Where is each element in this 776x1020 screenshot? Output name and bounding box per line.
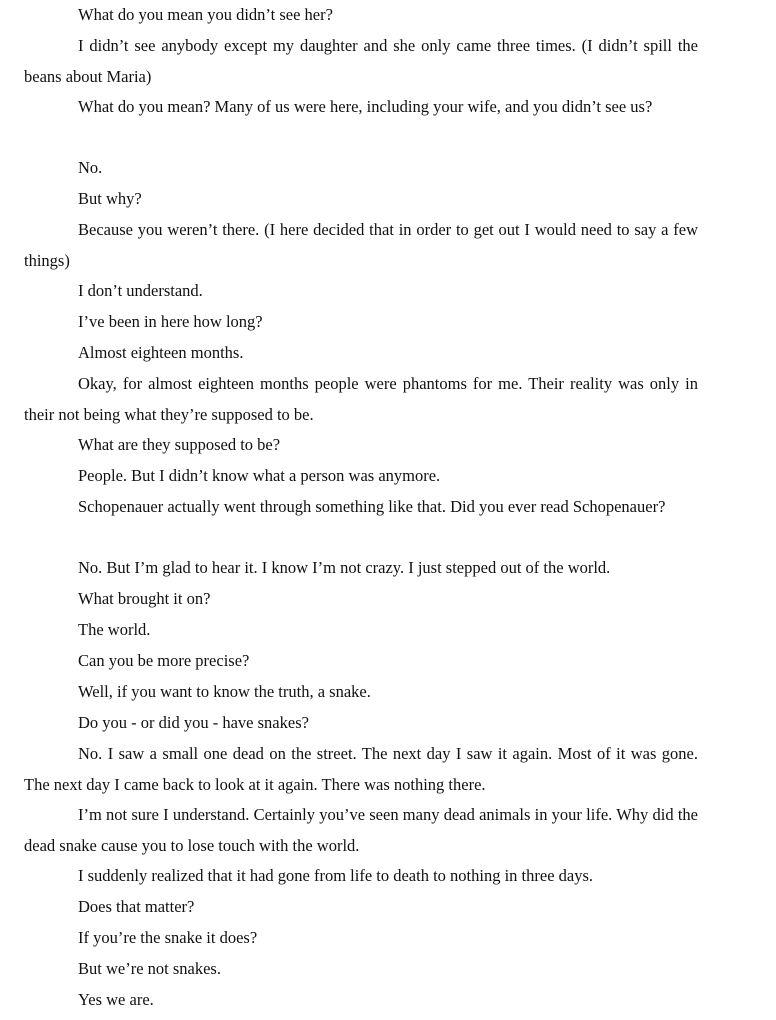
paragraph-12: People. But I didn’t know what a person was anymore. xyxy=(78,466,441,485)
paragraph-26: Yes we are. xyxy=(78,990,154,1009)
paragraph-9: Almost eighteen months. xyxy=(78,343,244,362)
paragraph-18: Well, if you want to know the truth, a snake. xyxy=(78,682,371,701)
paragraph-22: I suddenly realized that it had gone from life to death to nothing in three days. xyxy=(78,866,594,885)
paragraph-20: No. I saw a small one dead on the street. The next day I saw it again. Most of it was gone. The next day I came back to look at it again. There was nothing there. xyxy=(24,744,698,794)
paragraph-8: I’ve been in here how long? xyxy=(78,312,263,331)
paragraph-15: What brought it on? xyxy=(78,589,211,608)
paragraph-7: I don’t understand. xyxy=(78,281,203,300)
paragraph-21: I’m not sure I understand. Certainly you’ve seen many dead animals in your life. Why did the dead snake cause you to lose touch with the world. xyxy=(24,805,698,855)
paragraph-25: But we’re not snakes. xyxy=(78,959,221,978)
paragraph-11: What are they supposed to be? xyxy=(78,435,281,454)
paragraph-5: But why? xyxy=(78,189,142,208)
paragraph-16: The world. xyxy=(78,620,151,639)
paragraph-10: Okay, for almost eighteen months people were phantoms for me. Their reality was only in their not being what they’re supposed to be. xyxy=(24,374,698,424)
paragraph-23: Does that matter? xyxy=(78,897,195,916)
paragraph-14: No. But I’m glad to hear it. I know I’m not crazy. I just stepped out of the world. xyxy=(78,558,611,577)
paragraph-24: If you’re the snake it does? xyxy=(78,928,258,947)
paragraph-4: No. xyxy=(78,158,103,177)
paragraph-1: What do you mean you didn’t see her? xyxy=(78,5,333,24)
paragraph-2: I didn’t see anybody except my daughter and she only came three times. (I didn’t spill the beans about Maria) xyxy=(24,36,698,86)
paragraph-3: What do you mean? Many of us were here, including your wife, and you didn’t see us? xyxy=(78,97,653,116)
paragraph-6: Because you weren’t there. (I here decided that in order to get out I would need to say a few things) xyxy=(24,220,698,270)
paragraph-13: Schopenauer actually went through something like that. Did you ever read Schopenauer? xyxy=(78,497,666,516)
paragraph-17: Can you be more precise? xyxy=(78,651,250,670)
paragraph-19: Do you - or did you - have snakes? xyxy=(78,713,309,732)
